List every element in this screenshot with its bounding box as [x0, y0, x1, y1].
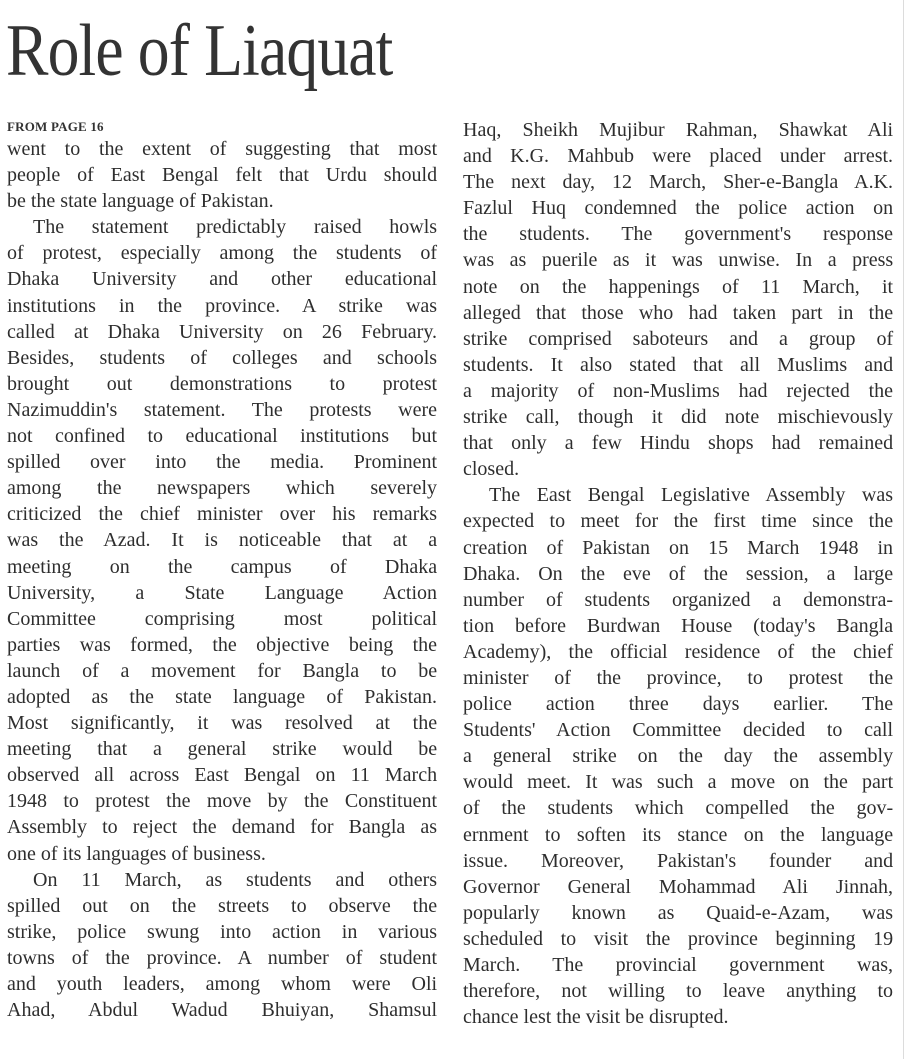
text-line: not confined to educational institutions but: [7, 425, 438, 448]
text-line: expected to meet for the first time since the: [463, 510, 894, 533]
text-line: students. It also stated that all Muslims and: [463, 353, 894, 376]
text-line: The statement predictably raised howls: [33, 216, 438, 239]
text-line: spilled out on the streets to observe the: [7, 894, 438, 917]
text-line: that only a few Hindu shops had remained: [463, 432, 894, 455]
text-line: meeting that a general strike would be: [7, 738, 438, 761]
text-line: tion before Burdwan House (today's Bangla: [463, 614, 894, 637]
text-line: 1948 to protest the move by the Constituent: [7, 790, 438, 813]
text-line: of the students which compelled the gov-: [463, 797, 894, 820]
headline: Role of Liaquat: [6, 10, 393, 92]
continued-from-label: FROM PAGE 16: [7, 119, 104, 134]
text-line: the students. The government's response: [463, 223, 894, 246]
text-line: Committee comprising most political: [7, 607, 438, 630]
text-line: was as puerile as it was unwise. In a press: [463, 249, 894, 272]
text-line: adopted as the state language of Pakistan.: [7, 685, 438, 708]
text-line: Academy), the official residence of the chief: [463, 640, 894, 663]
text-line: note on the happenings of 11 March, it: [463, 275, 894, 298]
text-line: be the state language of Pakistan.: [7, 190, 274, 213]
text-line: one of its languages of business.: [7, 842, 266, 865]
text-line: ernment to soften its stance on the language: [463, 823, 894, 846]
text-line: Students' Action Committee decided to call: [463, 719, 894, 742]
text-line: observed all across East Bengal on 11 March: [7, 764, 438, 787]
page-edge-divider: [903, 0, 904, 1059]
text-line: Besides, students of colleges and schools: [7, 346, 438, 369]
text-line: people of East Bengal felt that Urdu should: [7, 164, 438, 187]
text-line: was the Azad. It is noticeable that at a: [7, 529, 438, 552]
article-column-left: [7, 118, 437, 1023]
text-line: popularly known as Quaid-e-Azam, was: [463, 901, 894, 924]
text-line: called at Dhaka University on 26 February.: [7, 320, 438, 343]
text-line: number of students organized a demonstra-: [463, 588, 894, 611]
text-line: The next day, 12 March, Sher-e-Bangla A.K.: [463, 171, 894, 194]
text-line: of protest, especially among the students of: [7, 242, 438, 265]
text-line: strike, police swung into action in various: [7, 920, 438, 943]
article-column-right: [463, 117, 893, 1030]
text-line: chance lest the visit be disrupted.: [463, 1006, 729, 1029]
text-line: alleged that those who had taken part in the: [463, 301, 894, 324]
right-column-body: [463, 117, 893, 1030]
text-line: closed.: [463, 458, 520, 481]
text-line: Assembly to reject the demand for Bangla as: [7, 816, 438, 839]
text-line: Dhaka. On the eve of the session, a large: [463, 562, 894, 585]
text-line: Haq, Sheikh Mujibur Rahman, Shawkat Ali: [463, 119, 894, 141]
text-line: Most significantly, it was resolved at the: [7, 712, 438, 735]
text-line: The East Bengal Legislative Assembly was: [489, 484, 894, 507]
text-line: issue. Moreover, Pakistan's founder and: [463, 849, 894, 872]
text-line: a general strike on the day the assembly: [463, 745, 894, 768]
text-line: criticized the chief minister over his remarks: [7, 503, 438, 526]
text-line: Governor General Mohammad Ali Jinnah,: [463, 875, 894, 898]
text-line: and K.G. Mahbub were placed under arrest.: [463, 145, 894, 168]
text-line: therefore, not willing to leave anything to: [463, 980, 894, 1003]
text-line: parties was formed, the objective being the: [7, 633, 438, 656]
text-line: strike comprised saboteurs and a group of: [463, 327, 894, 350]
text-line: and youth leaders, among whom were Oli: [7, 973, 438, 995]
text-line: institutions in the province. A strike was: [7, 294, 438, 317]
text-line: Ahad, Abdul Wadud Bhuiyan, Shamsul: [7, 999, 438, 1022]
text-line: Fazlul Huq condemned the police action on: [463, 197, 894, 220]
text-line: March. The provincial government was,: [463, 954, 894, 976]
text-line: strike call, though it did note mischievously: [463, 406, 894, 429]
text-line: minister of the province, to protest the: [463, 666, 894, 689]
text-line: University, a State Language Action: [7, 581, 438, 604]
text-line: spilled over into the media. Prominent: [7, 451, 438, 474]
text-line: Nazimuddin's statement. The protests were: [7, 398, 438, 421]
text-line: would meet. It was such a move on the part: [463, 771, 894, 794]
text-line: creation of Pakistan on 15 March 1948 in: [463, 536, 894, 559]
text-line: a majority of non-Muslims had rejected the: [463, 379, 894, 402]
text-line: police action three days earlier. The: [463, 693, 894, 716]
text-line: meeting on the campus of Dhaka: [7, 555, 438, 578]
text-line: launch of a movement for Bangla to be: [7, 659, 438, 682]
text-line: brought out demonstrations to protest: [7, 372, 438, 395]
text-line: towns of the province. A number of student: [7, 946, 438, 969]
text-line: On 11 March, as students and others: [33, 868, 438, 891]
left-column-body: [7, 136, 437, 1023]
text-line: among the newspapers which severely: [7, 477, 438, 500]
text-line: went to the extent of suggesting that most: [7, 138, 438, 160]
text-line: Dhaka University and other educational: [7, 268, 438, 291]
text-line: scheduled to visit the province beginning 19: [463, 927, 894, 950]
